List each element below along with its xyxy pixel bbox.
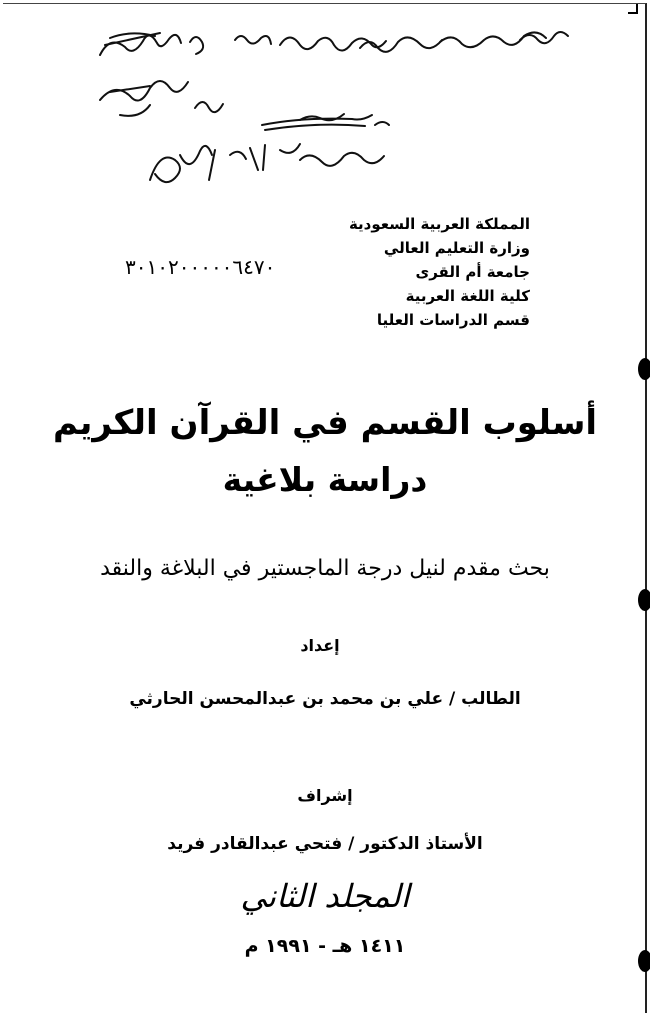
header-line: كلية اللغة العربية — [405, 287, 530, 305]
volume-label: المجلد الثاني — [240, 877, 410, 915]
prepared-by-label: إعداد — [300, 636, 340, 655]
supervision-label: إشراف — [297, 786, 353, 805]
header-line: قسم الدراسات العليا — [376, 311, 530, 329]
header-line: المملكة العربية السعودية — [348, 215, 530, 233]
supervisor-name: الأستاذ الدكتور / فتحي عبدالقادر فريد — [167, 834, 483, 854]
date: ١٤١١ هـ - ١٩٩١ م — [244, 935, 406, 957]
header-line: جامعة أم القرى — [415, 263, 530, 281]
institution-header — [349, 212, 530, 332]
student-name: الطالب / علي بن محمد بن عبدالمحسن الحارثي — [129, 689, 521, 709]
handwritten-signatures — [0, 0, 650, 200]
binding-hole — [638, 589, 650, 611]
reference-number: ٣٠١٠٢٠٠٠٠٠٦٤٧٠ — [125, 255, 276, 279]
thesis-subtitle: دراسة بلاغية — [222, 460, 428, 499]
binding-hole — [638, 358, 650, 380]
thesis-title: أسلوب القسم في القرآن الكريم — [52, 403, 598, 443]
degree-statement: بحث مقدم لنيل درجة الماجستير في البلاغة والنقد — [100, 556, 550, 581]
header-line: وزارة التعليم العالي — [383, 239, 530, 257]
